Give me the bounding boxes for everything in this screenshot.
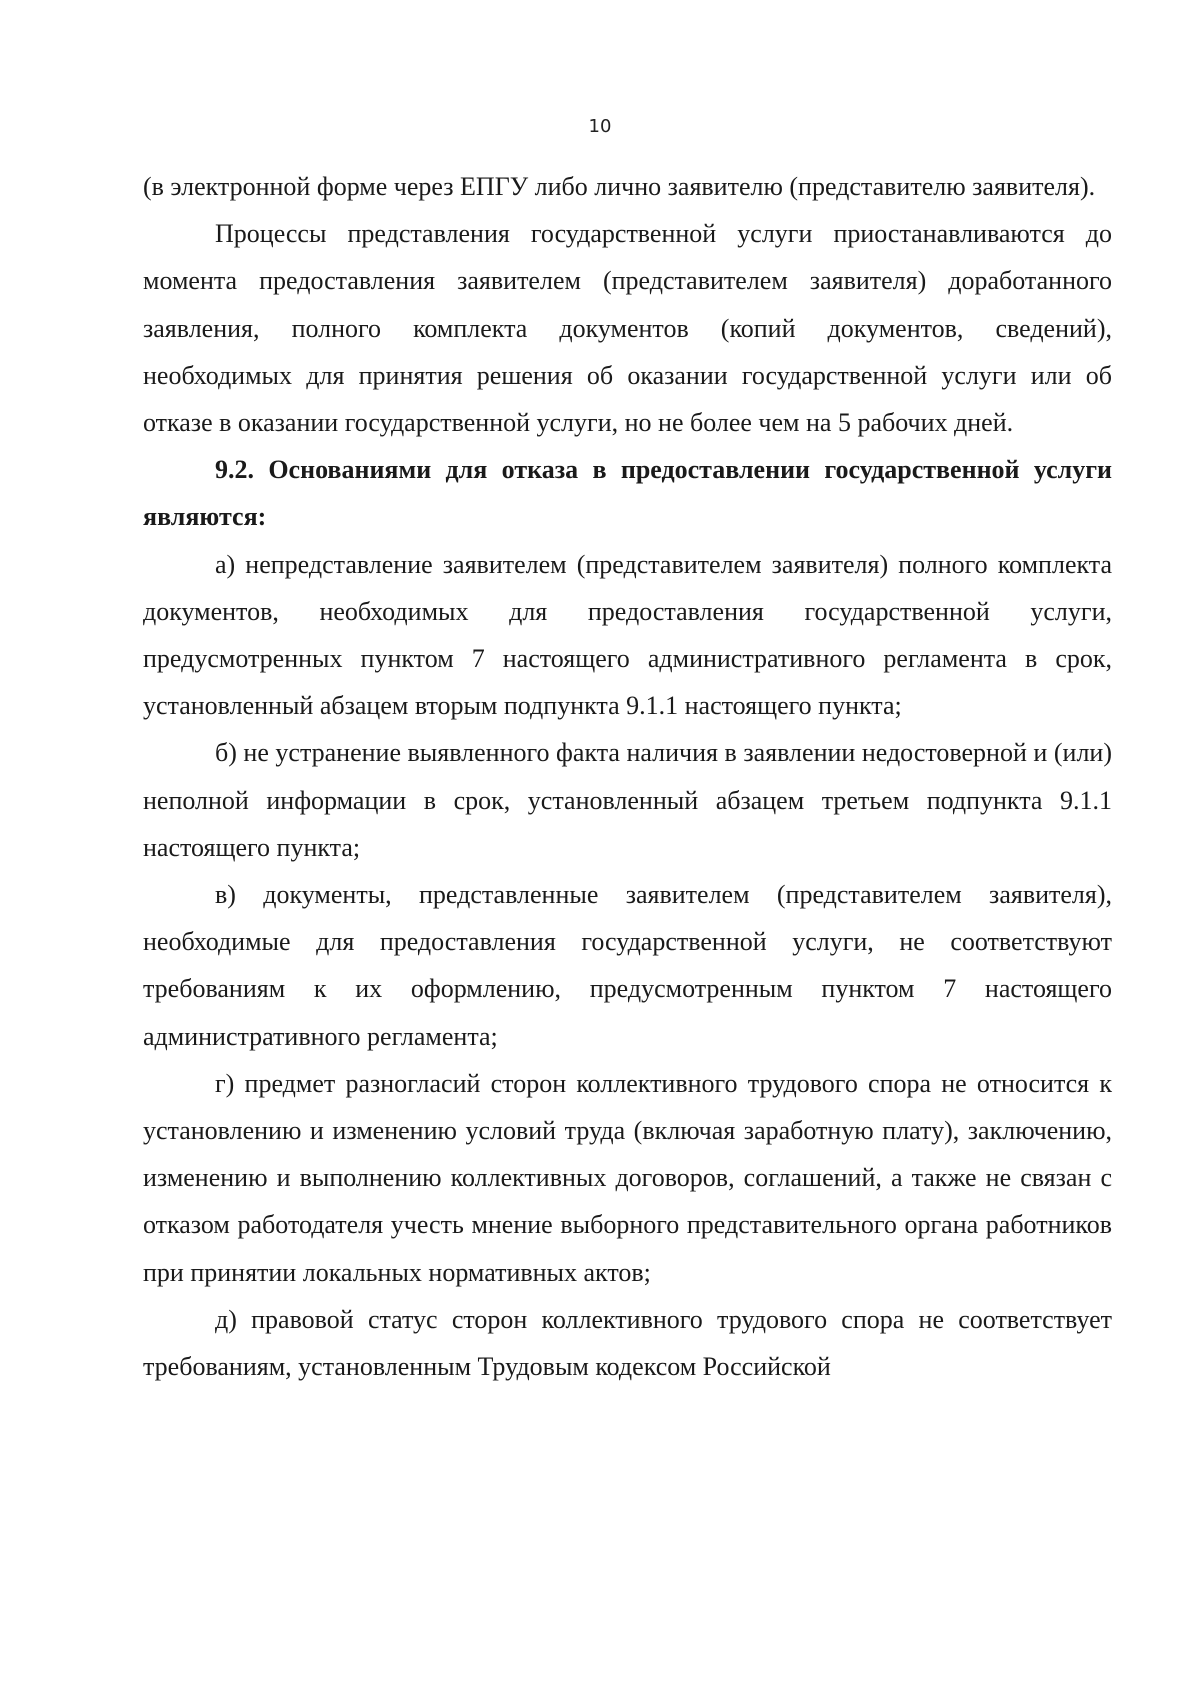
page-number: 10 bbox=[588, 116, 612, 137]
paragraph-continuation: (в электронной форме через ЕПГУ либо лично заявителю (представителю заявителя). bbox=[143, 172, 1096, 201]
list-item-g: г) предмет разногласий сторон коллективного трудового спора не относится к установлению и изменению условий труда (включая заработную плату), заключению, изменению и выполнению коллективных договоров, соглашений, а также не связан с отказом работодателя учесть мнение выборного представительного органа работников при принятии локальных нормативных актов; bbox=[143, 1068, 1112, 1287]
list-item-a: а) непредставление заявителем (представителем заявителя) полного комплекта документов, необходимых для предоставления государственной услуги, предусмотренных пунктом 7 настоящего административного регламента в срок, установленный абзацем вторым подпункта 9.1.1 настоящего пункта; bbox=[143, 549, 1112, 721]
list-item-b: б) не устранение выявленного факта наличия в заявлении недостоверной и (или) неполной информации в срок, установленный абзацем третьем подпункта 9.1.1 настоящего пункта; bbox=[143, 738, 1112, 862]
list-item-d: д) правовой статус сторон коллективного трудового спора не соответствует требованиям, установленным Трудовым кодексом Российской bbox=[143, 1304, 1112, 1382]
list-item-v: в) документы, представленные заявителем (представителем заявителя), необходимые для предоставления государственной услуги, не соответствуют требованиям к их оформлению, предусмотренным пунктом 7 настоящего административного регламента; bbox=[143, 880, 1112, 1051]
section-heading-9-2: 9.2. Основаниями для отказа в предоставлении государственной услуги являются: bbox=[143, 455, 1112, 532]
paragraph-suspension: Процессы представления государственной услуги приостанавливаются до момента предоставления заявителем (представителем заявителя) доработанного заявления, полного комплекта документов (копий документов, сведений), необходимых для принятия решения об оказании государственной услуги или об отказе в оказании государственной услуги, но не более чем на 5 рабочих дней. bbox=[143, 219, 1112, 438]
document-body bbox=[143, 163, 1112, 1390]
